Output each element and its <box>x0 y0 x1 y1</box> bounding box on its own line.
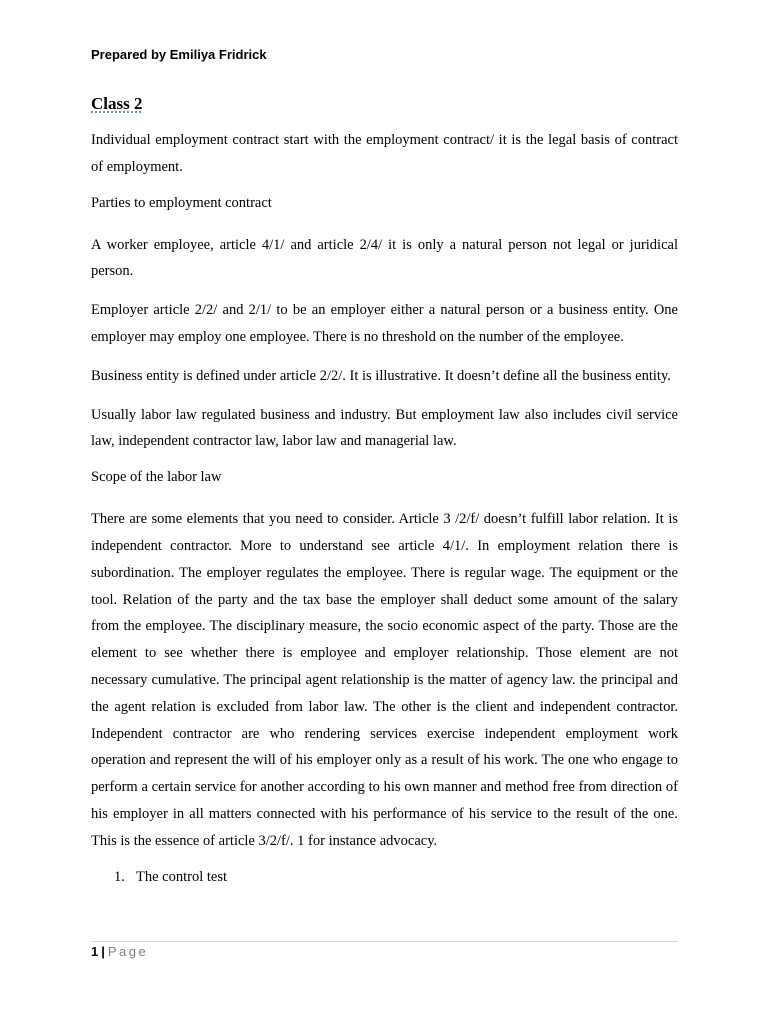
page-number: 1 <box>91 944 99 959</box>
paragraph-business-entity: Business entity is defined under article 2/2/. It is illustrative. It doesn’t define all the business entity. <box>91 367 671 384</box>
list-item-number: 1. <box>114 868 125 885</box>
footer-separator: | <box>101 944 105 959</box>
paragraph-worker: A worker employee, article 4/1/ and article 2/4/ it is only a natural person not legal or juridical person. <box>91 236 678 280</box>
page-label: Page <box>107 944 149 959</box>
page-footer <box>91 944 148 959</box>
paragraph-elements: There are some elements that you need to consider. Article 3 /2/f/ doesn’t fulfill labor relation. It is independent contractor. More to understand see article 4/1/. In employment relation there is subordination. The employer regulates the employee. There is regular wage. The equipment or the tool. Relation of the party and the tax base the employer shall deduct some amount of the salary from the employee. The disciplinary measure, the socio economic aspect of the party. Those are the element to see whether there is employee and employer relationship. Those element are not necessary cumulative. The principal agent relationship is the matter of agency law. the principal and the agent relation is excluded from labor law. The other is the client and independent contractor. Independent contractor are who rendering services exercise independent employment work operation and represent the will of his employer only as a result of his work. The one who engage to perform a certain service for another according to his own manner and method free from direction of his employer in all matters connected with his performance of his service to the result of the one. This is the essence of article 3/2/f/. 1 for instance advocacy. <box>91 511 678 849</box>
heading-parties: Parties to employment contract <box>91 194 272 211</box>
document-title: Class 2 <box>91 94 143 113</box>
paragraph-employer: Employer article 2/2/ and 2/1/ to be an employer either a natural person or a business entity. One employer may employ one employee. There is no threshold on the number of the employee. <box>91 302 678 345</box>
document-body <box>91 92 678 887</box>
list-item <box>91 867 678 887</box>
paragraph-contract-basis: Individual employment contract start with the employment contract/ it is the legal basis of contract of employment. <box>91 132 678 175</box>
list-item-text: The control test <box>136 868 228 885</box>
heading-scope: Scope of the labor law <box>91 469 222 486</box>
paragraph-labor-law: Usually labor law regulated business and industry. But employment law also includes civil service law, independent contractor law, labor law and managerial law. <box>91 406 678 450</box>
document-header: Prepared by Emiliya Fridrick <box>91 47 267 62</box>
footer-divider <box>91 941 678 942</box>
